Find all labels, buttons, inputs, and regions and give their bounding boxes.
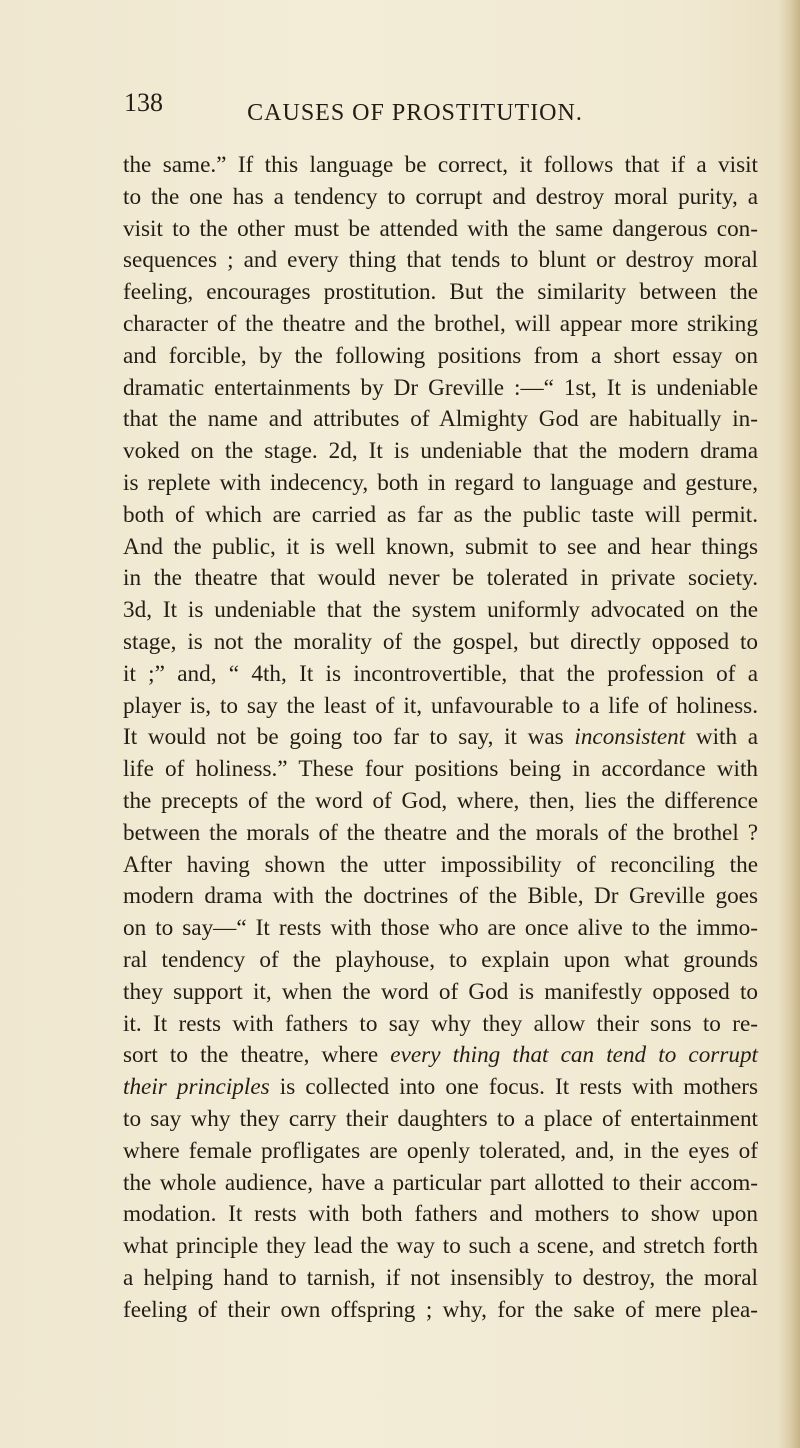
text-run: the whole audience, have a particular part allotted to their accom- xyxy=(123,1169,758,1196)
text-line xyxy=(123,850,758,882)
text-line xyxy=(123,1136,758,1168)
text-line xyxy=(123,277,758,309)
text-run: in the theatre that would never be tolerated in private society. xyxy=(123,565,758,592)
text-line xyxy=(123,1231,758,1263)
text-line xyxy=(123,182,758,214)
text-line xyxy=(123,659,758,691)
text-run: on to say—“ It rests with those who are once alive to the immo- xyxy=(123,915,758,942)
text-line xyxy=(123,563,758,595)
text-run: stage, is not the morality of the gospel, but directly opposed to xyxy=(123,628,758,655)
text-line xyxy=(123,532,758,564)
text-run: the precepts of the word of God, where, then, lies the difference xyxy=(123,787,758,814)
text-run: sort to the theatre, where xyxy=(123,1042,391,1069)
text-line xyxy=(123,1009,758,1041)
text-run: with a xyxy=(685,724,759,751)
text-line xyxy=(123,627,758,659)
text-run: It would not be going too far to say, it was xyxy=(123,724,575,751)
text-line xyxy=(123,945,758,977)
running-title: CAUSES OF PROSTITUTION. xyxy=(247,100,583,126)
italic-text-run: inconsistent xyxy=(574,724,686,751)
text-run: a helping hand to tarnish, if not insensibly to destroy, the moral xyxy=(123,1264,758,1291)
body-text xyxy=(123,150,758,1326)
text-run: between the morals of the theatre and the morals of the brothel ? xyxy=(123,819,758,846)
text-run: voked on the stage. 2d, It is undeniable that the modern drama xyxy=(123,438,758,465)
text-line xyxy=(123,373,758,405)
italic-text-run: every thing that can tend to corrupt xyxy=(390,1042,758,1069)
text-run: sequences ; and every thing that tends to blunt or destroy moral xyxy=(123,247,758,274)
text-line xyxy=(123,1168,758,1200)
text-line xyxy=(123,404,758,436)
italic-text-run: their principles xyxy=(123,1074,270,1101)
text-run: visit to the other must be attended with the same dangerous con- xyxy=(123,215,758,242)
text-run: player is, to say the least of it, unfavourable to a life of holiness. xyxy=(123,692,758,719)
text-line xyxy=(123,818,758,850)
text-run: modation. It rests with both fathers and mothers to show upon xyxy=(123,1201,758,1228)
text-line xyxy=(123,436,758,468)
text-line xyxy=(123,786,758,818)
text-line xyxy=(123,1199,758,1231)
text-line xyxy=(123,1040,758,1072)
text-run: life of holiness.” These four positions being in accordance with xyxy=(123,756,758,783)
text-run: that the name and attributes of Almighty God are habitually in- xyxy=(123,406,758,433)
text-run: to the one has a tendency to corrupt and destroy moral purity, a xyxy=(123,183,758,210)
text-line xyxy=(123,1104,758,1136)
text-run: After having shown the utter impossibility of reconciling the xyxy=(123,851,758,878)
text-line xyxy=(123,1263,758,1295)
text-line xyxy=(123,245,758,277)
text-run: character of the theatre and the brothel, will appear more striking xyxy=(123,310,758,337)
text-run: feeling, encourages prostitution. But the similarity between the xyxy=(123,279,758,306)
text-run: is replete with indecency, both in regard to language and gesture, xyxy=(123,469,758,496)
text-line xyxy=(123,214,758,246)
text-run: and forcible, by the following positions from a short essay on xyxy=(123,342,758,369)
text-run: they support it, when the word of God is manifestly opposed to xyxy=(123,978,758,1005)
text-run: where female profligates are openly tolerated, and, in the eyes of xyxy=(123,1137,758,1164)
text-run: feeling of their own offspring ; why, for the sake of mere plea- xyxy=(123,1296,758,1323)
text-run: to say why they carry their daughters to a place of entertainment xyxy=(123,1105,758,1132)
text-line xyxy=(123,150,758,182)
text-line xyxy=(123,1072,758,1104)
text-line xyxy=(123,595,758,627)
text-line xyxy=(123,722,758,754)
text-run: 3d, It is undeniable that the system uniformly advocated on the xyxy=(123,597,758,624)
text-run: dramatic entertainments by Dr Greville :—“ 1st, It is undeniable xyxy=(123,374,758,401)
text-line xyxy=(123,341,758,373)
text-run: the same.” If this language be correct, it follows that if a visit xyxy=(123,152,758,178)
text-run: And the public, it is well known, submit to see and hear things xyxy=(123,533,758,560)
page-number: 138 xyxy=(124,88,163,117)
text-line xyxy=(123,309,758,341)
text-run: both of which are carried as far as the public taste will permit. xyxy=(123,501,758,528)
text-line xyxy=(123,500,758,532)
text-line xyxy=(123,977,758,1009)
text-run: it ;” and, “ 4th, It is incontrovertible, that the profession of a xyxy=(123,660,758,687)
text-run: modern drama with the doctrines of the Bible, Dr Greville goes xyxy=(123,883,758,910)
text-line xyxy=(123,1295,758,1327)
text-line xyxy=(123,468,758,500)
text-line xyxy=(123,881,758,913)
text-line xyxy=(123,691,758,723)
page-edge-shadow xyxy=(778,0,800,1448)
text-run: ral tendency of the playhouse, to explain upon what grounds xyxy=(123,946,758,973)
text-run: it. It rests with fathers to say why they allow their sons to re- xyxy=(123,1010,758,1037)
text-run: is collected into one focus. It rests with mothers xyxy=(269,1074,758,1101)
text-line xyxy=(123,754,758,786)
text-run: what principle they lead the way to such a scene, and stretch forth xyxy=(123,1233,758,1260)
text-line xyxy=(123,913,758,945)
